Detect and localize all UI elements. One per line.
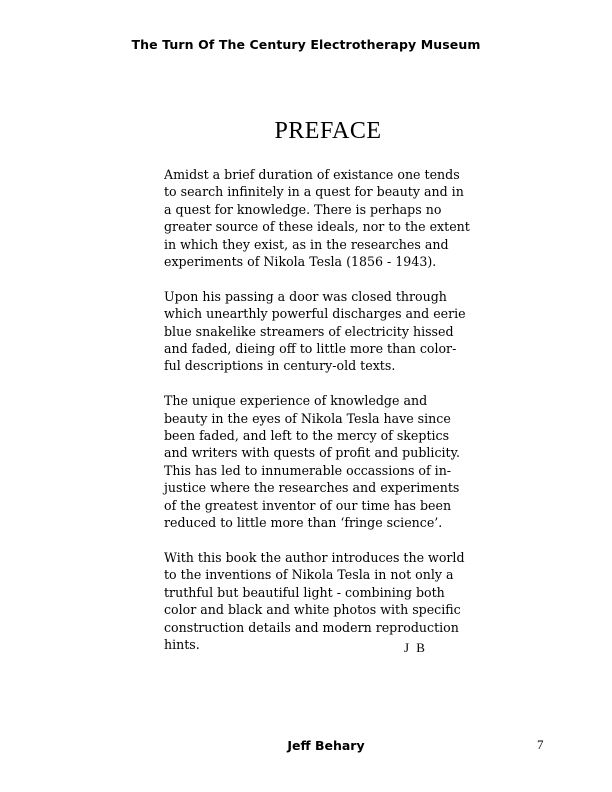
running-header: The Turn Of The Century Electrotherapy Museum bbox=[131, 37, 481, 52]
footer-author: Jeff Behary bbox=[287, 738, 365, 753]
author-initials: J B bbox=[404, 640, 427, 655]
paragraph: Upon his passing a door was closed through which unearthly powerful discharges and eerie blue snakelike streamers of electricity hissed and faded, dieing off to little more than color- ful descriptions in century-old texts. bbox=[164, 288, 466, 374]
paragraph: Amidst a brief duration of existance one tends to search infinitely in a quest for beauty and in a quest for knowledge. There is perhaps no greater source of these ideals, nor to the extent in which they exist, as in the researches and experiments of Nikola Tesla (1856 - 1943). bbox=[164, 167, 470, 270]
page-title: PREFACE bbox=[274, 118, 382, 144]
preface-body bbox=[164, 166, 504, 671]
paragraph: With this book the author introduces the world to the inventions of Nikola Tesla in not only a truthful but beautiful light - combining both color and black and white photos with specific construction details and modern reproduction hints. bbox=[164, 549, 465, 652]
page-number: 7 bbox=[537, 737, 544, 752]
paragraph: The unique experience of knowledge and beauty in the eyes of Nikola Tesla have since been faded, and left to the mercy of skeptics and writers with quests of profit and publicity. This has led to innumerable occassions of in- justice where the researches and experiments of the greatest inventor of our time has been reduced to little more than ‘fringe science’. bbox=[164, 393, 461, 531]
